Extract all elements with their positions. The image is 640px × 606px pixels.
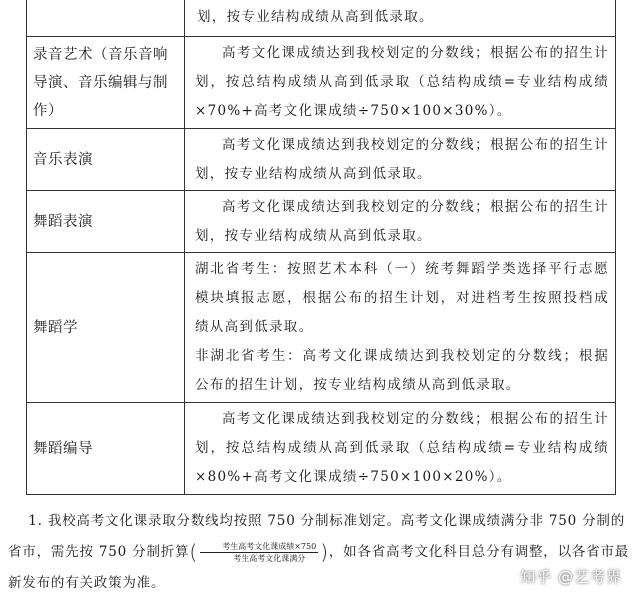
table-row <box>26 129 616 191</box>
fraction-numerator: 考生高考文化课成绩×750 <box>200 541 318 553</box>
rule-text: 高考文化课成绩达到我校划定的分数线；根据公布的招生计划，按总结构成绩从高到低录取（总结构成绩=专业结构成绩×70%+高考文化课成绩÷750×100×30%）。 <box>195 45 609 119</box>
rule-text: 高考文化课成绩达到我校划定的分数线；根据公布的招生计划，按专业结构成绩从高到低录取。 <box>195 199 609 244</box>
fraction-denominator: 考生高考文化课满分 <box>233 554 306 563</box>
rule-cell <box>185 129 615 190</box>
rule-cell <box>185 0 615 36</box>
table-row <box>26 0 616 37</box>
paren-close: ) <box>320 540 329 564</box>
conversion-fraction <box>200 541 318 564</box>
rule-cell <box>185 191 615 252</box>
rule-cell <box>185 403 615 494</box>
major-cell <box>27 0 185 36</box>
rule-cell <box>185 37 615 128</box>
rule-text: 非湖北省考生：高考文化课成绩达到我校划定的分数线；根据公布的招生计划，按专业结构成绩从高到低录取。 <box>195 348 609 393</box>
rule-text: 划，按专业结构成绩从高到低录取。 <box>197 9 434 25</box>
major-cell: 舞蹈学 <box>27 253 185 402</box>
major-cell: 录音艺术（音乐音响导演、音乐编辑与制作） <box>27 37 185 128</box>
rule-cell <box>185 253 615 402</box>
footnote-text: 1. 我校高考文化课录取分数线均按照 750 分制标准划定。高考文化课成绩满分非 750 分制的省市，需先按 750 分制折算 <box>8 513 626 560</box>
major-cell: 音乐表演 <box>27 129 185 190</box>
rule-text: 高考文化课成绩达到我校划定的分数线；根据公布的招生计划，按总结构成绩从高到低录取（总结构成绩=专业结构成绩×80%+高考文化课成绩÷750×100×20%）。 <box>195 411 609 485</box>
paren-open: ( <box>189 540 198 564</box>
table-row <box>26 403 616 495</box>
major-cell: 舞蹈表演 <box>27 191 185 252</box>
rule-text: 高考文化课成绩达到我校划定的分数线；根据公布的招生计划，按专业结构成绩从高到低录取。 <box>195 137 609 182</box>
footnote-text: ，如各省高考文化科目总分有调整，以各省市最新发布的有关政策为准。 <box>8 544 630 591</box>
table-row <box>26 37 616 129</box>
table-row <box>26 191 616 253</box>
rule-text: 湖北省考生：按照艺术本科（一）统考舞蹈学类选择平行志愿模块填报志愿，根据公布的招生计划，对进档考生按照投档成绩从高到低录取。 <box>195 261 609 335</box>
major-cell: 舞蹈编导 <box>27 403 185 494</box>
table-row <box>26 253 616 403</box>
admission-table <box>26 0 616 495</box>
zhihu-watermark: 知乎 @艺考界 <box>520 568 622 586</box>
